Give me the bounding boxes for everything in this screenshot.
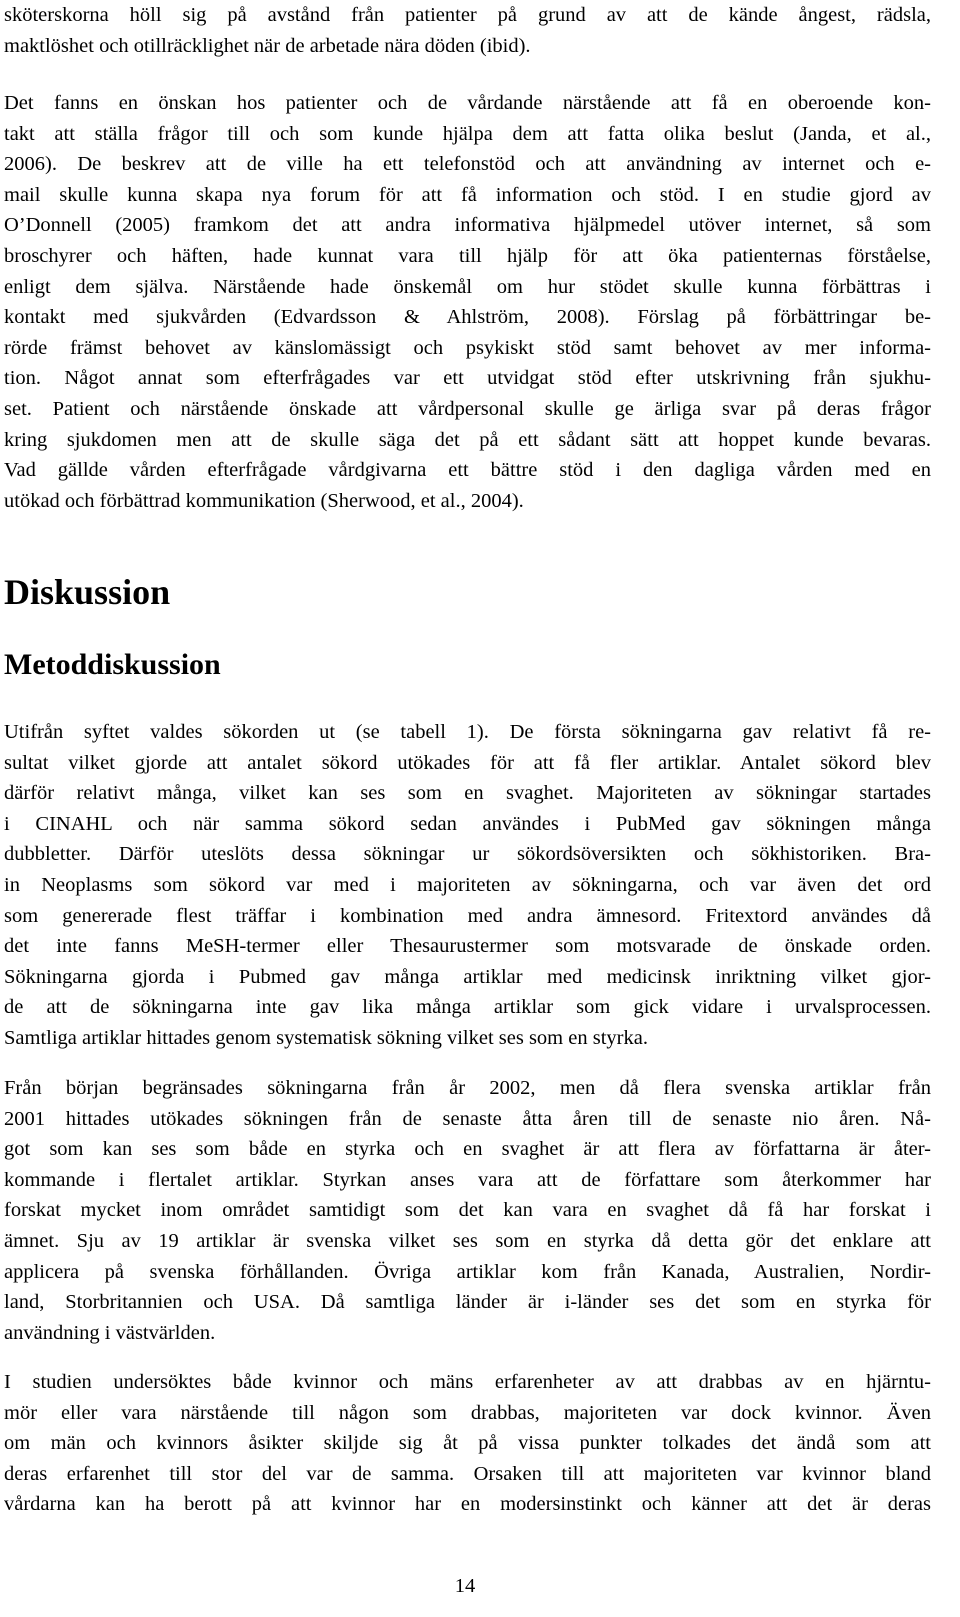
page-number: 14 <box>454 1575 476 1597</box>
text-line: kring sjukdomen men att de skulle säga det på ett sådant sätt att hoppet kunde bevaras. <box>4 428 931 451</box>
text-line: Samtliga artiklar hittades genom systematisk sökning vilket ses som en styrka. <box>4 1026 648 1049</box>
text-line: sköterskorna höll sig på avstånd från patienter på grund av att de kände ångest, rädsla, <box>4 4 931 26</box>
paragraph-needs-and-support <box>4 88 931 516</box>
text-line: set. Patient och närstående önskade att vårdpersonal skulle ge ärliga svar på deras frågor <box>4 397 931 420</box>
text-line: dubbletter. Därför uteslöts dessa sökningar ur sökordsöversikten och sökhistoriken. Bra- <box>4 843 931 866</box>
text-line: som genererade flest träffar i kombination med andra ämnesord. Fritextord användes då <box>4 904 931 927</box>
section-heading: Diskussion <box>4 572 171 612</box>
text-line: därför relativt många, vilket kan ses som en svaghet. Majoriteten av sökningar startades <box>4 782 931 805</box>
text-line: utökad och förbättrad kommunikation (Sherwood, et al., 2004). <box>4 489 524 512</box>
text-line: om män och kvinnors åsikter skiljde sig åt på vissa punkter tolkades det ändå som att <box>4 1432 931 1455</box>
paragraph-search-limits <box>4 1073 931 1348</box>
text-line: 2001 hittades utökades sökningen från de senaste åtta åren till de senaste nio åren. Nå- <box>4 1107 931 1130</box>
text-line: I studien undersöktes både kvinnor och mäns erfarenheter av att drabbas av en hjärntu- <box>4 1371 931 1393</box>
text-line: rörde främst behovet av känslomässigt och psykiskt stöd samt behovet av mer informa- <box>4 336 931 359</box>
subsection-heading: Metoddiskussion <box>4 648 221 681</box>
text-line: sultat vilket gjorde att antalet sökord utökades för att få fler artiklar. Antalet sökord blev <box>4 751 931 774</box>
text-line: got som kan ses som både en styrka och en svaghet är att flera av författarna är åter- <box>4 1138 931 1161</box>
text-line: Sökningarna gjorda i Pubmed gav många artiklar med medicinsk inriktning vilket gjor- <box>4 965 931 988</box>
text-line: i CINAHL och när samma sökord sedan användes i PubMed gav sökningen många <box>4 812 931 835</box>
text-line: mör eller vara närstående till någon som drabbas, majoriteten var dock kvinnor. Även <box>4 1401 931 1424</box>
text-line: tion. Något annat som efterfrågades var ett utvidgat stöd efter utskrivning från sjukhu- <box>4 367 931 390</box>
text-line: applicera på svenska förhållanden. Övriga artiklar kom från Kanada, Australien, Nordir- <box>4 1260 931 1283</box>
text-line: kommande i flertalet artiklar. Styrkan anses vara att de författare som återkommer har <box>4 1168 931 1191</box>
paragraph-gender <box>4 1367 931 1520</box>
text-line: Från början begränsades sökningarna från år 2002, men då flera svenska artiklar från <box>4 1077 931 1099</box>
text-line: O’Donnell (2005) framkom det att andra informativa hjälpmedel utöver internet, så som <box>4 214 931 237</box>
text-line: forskat mycket inom området samtidigt som det kan vara en svaghet då få har forskat i <box>4 1199 931 1222</box>
text-line: takt att ställa frågor till och som kunde hjälpa dem att fatta olika beslut (Janda, et al., <box>4 122 931 145</box>
text-line: Utifrån syftet valdes sökorden ut (se tabell 1). De första sökningarna gav relativt få re- <box>4 721 931 743</box>
text-line: Vad gällde vården efterfrågade vårdgivarna ett bättre stöd i den dagliga vården med en <box>4 459 931 482</box>
text-line: land, Storbritannien och USA. Då samtliga länder är i-länder ses det som en styrka för <box>4 1291 931 1314</box>
text-line: användning i västvärlden. <box>4 1321 216 1344</box>
text-line: mail skulle kunna skapa nya forum för att få information och stöd. I en studie gjord av <box>4 183 931 206</box>
text-line: kontakt med sjukvården (Edvardsson & Ahlström, 2008). Förslag på förbättringar be- <box>4 306 931 329</box>
text-line: det inte fanns MeSH-termer eller Thesaurustermer som motsvarade de önskade orden. <box>4 935 931 958</box>
paragraph-search-method <box>4 717 931 1054</box>
intro-paragraph <box>4 0 931 61</box>
text-line: broschyrer och häften, hade kunnat vara till hjälp för att öka patienternas förståelse, <box>4 244 931 267</box>
text-line: de att de sökningarna inte gav lika många artiklar som gick vidare i urvalsprocessen. <box>4 996 931 1019</box>
text-line: 2006). De beskrev att de ville ha ett telefonstöd och att användning av internet och e- <box>4 153 931 176</box>
text-line: maktlöshet och otillräcklighet när de arbetade nära döden (ibid). <box>4 34 531 57</box>
text-line: enligt dem själva. Närstående hade önskemål om hur stödet skulle kunna förbättras i <box>4 275 931 298</box>
text-line: deras erfarenhet till stor del var de samma. Orsaken till att majoriteten var kvinnor bland <box>4 1462 931 1485</box>
text-line: Det fanns en önskan hos patienter och de vårdande närstående att få en oberoende kon- <box>4 92 931 114</box>
text-line: in Neoplasms som sökord var med i majoriteten av sökningarna, och var även det ord <box>4 873 931 896</box>
text-line: ämnet. Sju av 19 artiklar är svenska vilket ses som en styrka då detta gör det enklare att <box>4 1229 931 1252</box>
text-line: vårdarna kan ha berott på att kvinnor har en modersinstinkt och känner att det är deras <box>4 1493 931 1516</box>
